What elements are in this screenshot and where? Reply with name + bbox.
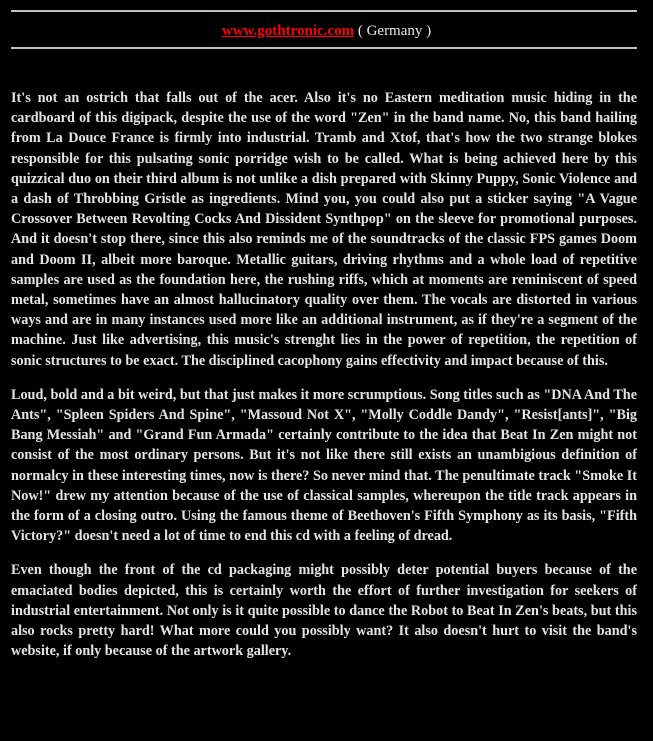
source-country: ( Germany ) (357, 23, 432, 39)
review-body (11, 88, 637, 675)
source-line (0, 21, 653, 41)
review-paragraph-3: Even though the front of the cd packaging might possibly deter potential buyers because of the emaciated bodies depicted, this is certainly worth the effort of further investigation for seekers of industrial entertainment. Not only is it quite possible to dance the Robot to Beat In Zen's beats, but this also rocks pretty hard! What more could you possibly want? It also doesn't hurt to visit the band's website, if only because of the artwork gallery. (11, 562, 637, 660)
bottom-divider (11, 47, 637, 49)
review-paragraph-1: It's not an ostrich that falls out of the acer. Also it's no Eastern meditation music hiding in the cardboard of this digipack, despite the use of the word "Zen" in the band name. No, this band hailing from La Douce France is firmly into industrial. Tramb and Xtof, that's how the two strange blokes responsible for this pulsating sonic porridge wish to be called. What is being achieved here by this quizzical duo on their third album is not unlike a dish prepared with Skinny Puppy, Sonic Violence and a dash of Throbbing Gristle as ingredients. Mind you, you could also put a sticker saying "A Vague Crossover Between Revolting Cocks And Dissident Synthpop" on the sleeve for promotional purposes. And it doesn't stop there, since this also reminds me of the soundtracks of the classic FPS games Doom and Doom II, albeit more baroque. Metallic guitars, driving rhythms and a whole load of repetitive samples are used as the foundation here, the rushing riffs, which at moments are reminiscent of speed metal, sometimes have an almost hallucinatory quality over them. The vocals are distorted in various ways and are in many instances used more like an additional instrument, as if they're a segment of the machine. Just like advertising, this music's strenght lies in the power of repetition, the repetition of sonic structures to be exact. The disciplined cacophony gains effectivity and impact because of this. (11, 90, 637, 369)
review-paragraph-2: Loud, bold and a bit weird, but that just makes it more scrumptious. Song titles such as "DNA And The Ants", "Spleen Spiders And Spine", "Massoud Not X", "Molly Coddle Dandy", "Resist[ants]", "Big Bang Messiah" and "Grand Fun Armada" certainly contribute to the idea that Beat In Zen might not consist of the most ordinary persons. But it's not like there still exists an unambigious definition of normalcy in these interesting times, now is there? So never mind that. The penultimate track "Smoke It Now!" drew my attention because of the use of classical samples, whereupon the title track appears in the form of a closing outro. Using the famous theme of Beethoven's Fifth Symphony as its basis, "Fifth Victory?" doesn't need a lot of time to end this cd with a feeling of dread. (11, 386, 637, 545)
source-link[interactable]: www.gothtronic.com (221, 23, 355, 39)
top-divider (11, 10, 637, 12)
